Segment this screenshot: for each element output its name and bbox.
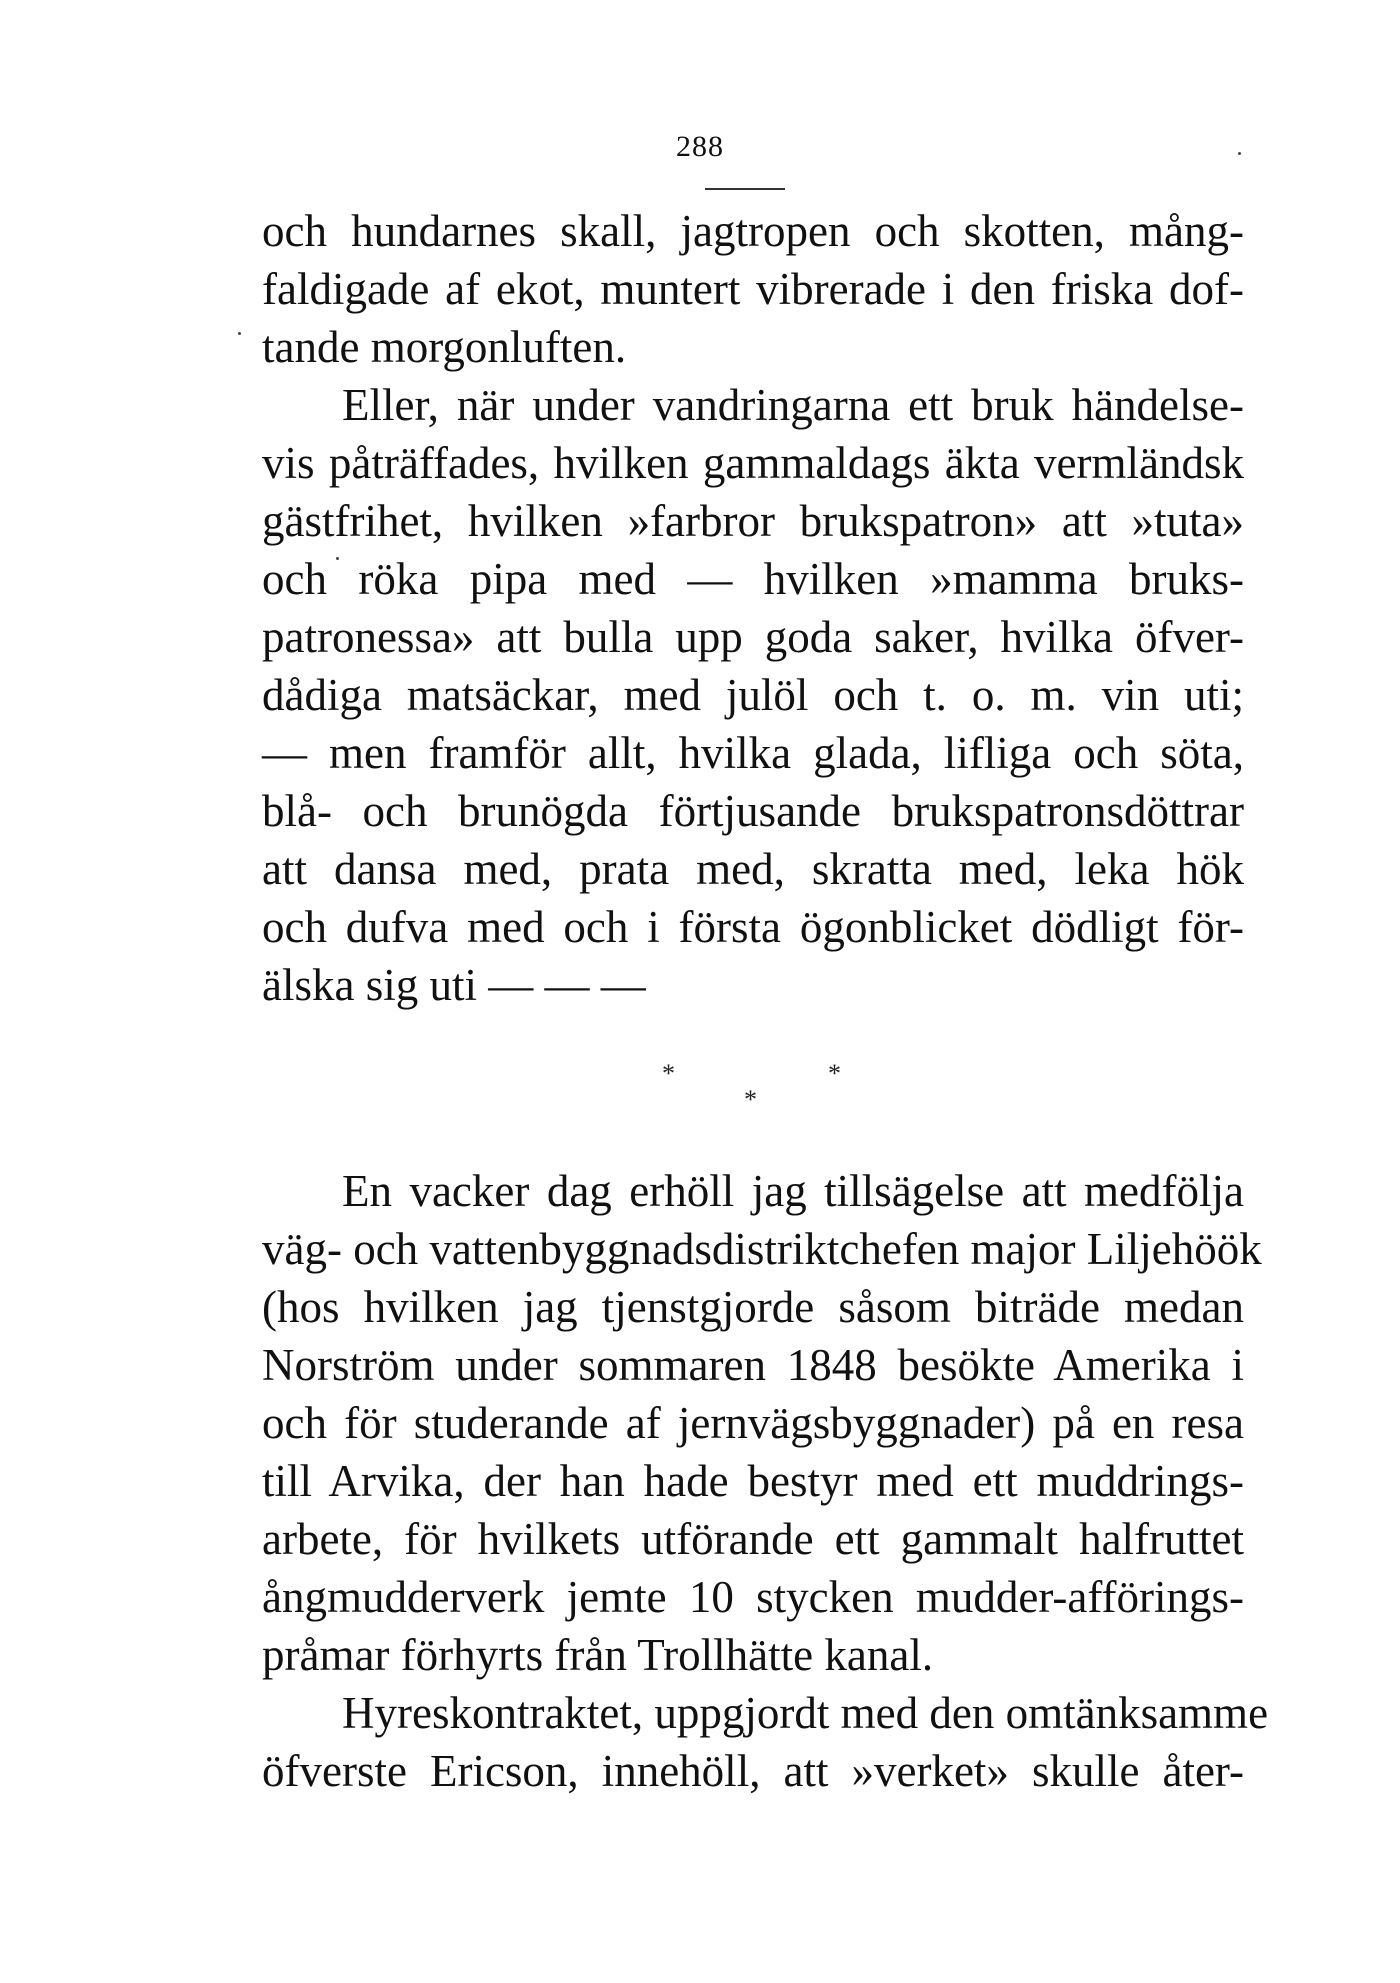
print-speck — [1238, 152, 1241, 155]
text-line: till Arvika, der han hade bestyr med ett muddrings- — [262, 1456, 1244, 1506]
text-line: gästfrihet, hvilken »farbror brukspatron» att »tuta» — [262, 496, 1244, 546]
section-separator-asterism — [0, 1055, 1400, 1115]
text-line: och för studerande af jernvägsbyggnader) på en resa — [262, 1398, 1244, 1448]
text-line: patronessa» att bulla upp goda saker, hvilka öfver- — [262, 612, 1244, 662]
text-line: Norström under sommaren 1848 besökte Amerika i — [262, 1340, 1244, 1390]
text-line: Eller, när under vandringarna ett bruk händelse- — [342, 380, 1244, 430]
text-line: älska sig uti — — — — [262, 960, 646, 1010]
asterisk-mark: * — [662, 1059, 675, 1088]
page-number: 288 — [676, 130, 724, 163]
text-line: dådiga matsäckar, med julöl och t. o. m. vin uti; — [262, 670, 1244, 720]
text-line: och hundarnes skall, jagtropen och skotten, mång- — [262, 206, 1244, 256]
asterisk-mark: * — [744, 1085, 757, 1114]
text-line: blå- och brunögda förtjusande brukspatronsdöttrar — [262, 786, 1244, 836]
text-line: — men framför allt, hvilka glada, lifliga och söta, — [262, 728, 1244, 778]
text-line: öfverste Ericson, innehöll, att »verket» skulle åter- — [262, 1746, 1244, 1796]
text-line: pråmar förhyrts från Trollhätte kanal. — [262, 1630, 934, 1680]
text-line: och röka pipa med — hvilken »mamma bruks- — [262, 554, 1244, 604]
paragraph-block-1 — [262, 202, 1244, 1014]
text-line: och dufva med och i första ögonblicket dödligt för- — [262, 902, 1244, 952]
text-line: En vacker dag erhöll jag tillsägelse att medfölja — [342, 1166, 1244, 1216]
text-line: arbete, för hvilkets utförande ett gammalt halfruttet — [262, 1514, 1244, 1564]
paragraph-block-2 — [262, 1162, 1269, 1800]
text-line: Hyreskontraktet, uppgjordt med den omtänksamme — [342, 1688, 1269, 1738]
text-line: tande morgonluften. — [262, 322, 627, 372]
asterisk-mark: * — [828, 1059, 841, 1088]
text-line: ångmudderverk jemte 10 stycken mudder-afförings- — [262, 1572, 1244, 1622]
text-line: väg- och vattenbyggnadsdistriktchefen major Liljehöök — [262, 1224, 1262, 1274]
text-line: vis påträffades, hvilken gammaldags äkta vermländsk — [262, 438, 1244, 488]
text-line: faldigade af ekot, muntert vibrerade i den friska dof- — [262, 264, 1244, 314]
text-line: (hos hvilken jag tjenstgjorde såsom biträde medan — [262, 1282, 1244, 1332]
text-line: att dansa med, prata med, skratta med, leka hök — [262, 844, 1244, 894]
print-speck — [238, 332, 241, 335]
page-number-rule — [705, 188, 785, 190]
